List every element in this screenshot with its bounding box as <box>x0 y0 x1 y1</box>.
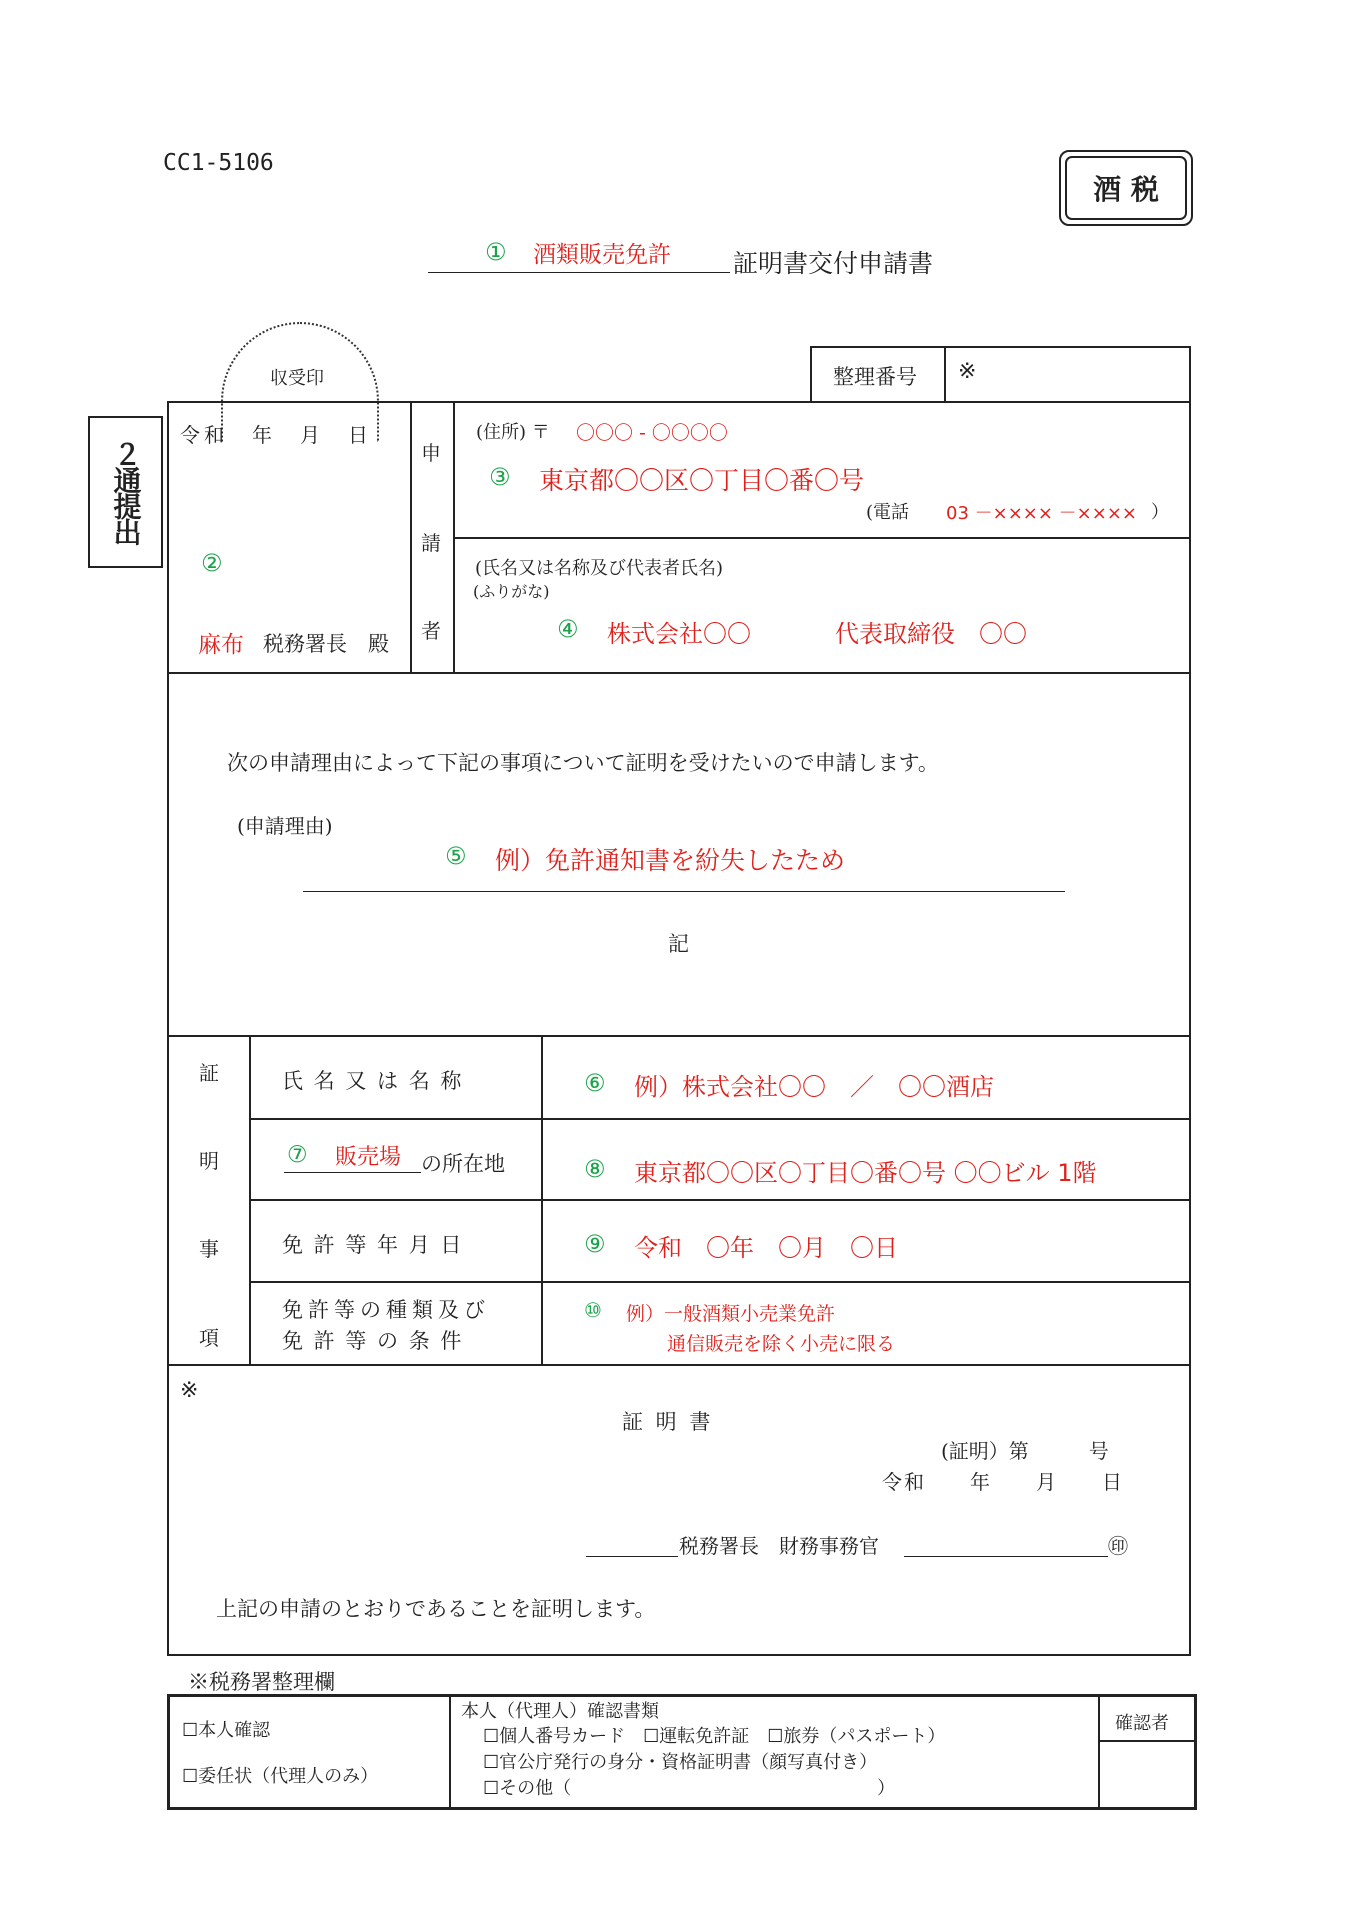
row-date-num: ⑨ <box>584 1230 606 1258</box>
title-fill: 酒類販売免許 <box>533 242 671 268</box>
title-underline <box>428 272 730 273</box>
row-name-value: 例）株式会社〇〇 ／ 〇〇酒店 <box>634 1073 994 1101</box>
phone-label: (電話 <box>866 502 910 523</box>
applicant-label-2: 請 <box>421 531 441 555</box>
check-identity[interactable]: ☐本人確認 <box>182 1720 271 1741</box>
badge-text: 酒 税 <box>1093 173 1159 206</box>
row-name-label: 氏 名 又 は 名 称 <box>282 1069 464 1093</box>
office-use-title: ※税務署整理欄 <box>188 1670 335 1694</box>
address-label: (住所) 〒 <box>476 422 550 443</box>
copies-note <box>88 416 163 568</box>
name-num: ④ <box>557 615 579 643</box>
tax-office-suffix: 税務署長 殿 <box>263 632 389 656</box>
copies-note-text: ２通提出 <box>109 440 143 544</box>
reason-underline <box>303 891 1065 892</box>
cert-items-label-4: 項 <box>199 1326 219 1350</box>
docs-line-3[interactable]: ☐その他（ ） <box>483 1778 896 1799</box>
form-code: CC1-5106 <box>163 150 274 176</box>
title-num: ① <box>485 238 507 266</box>
phone-value: 03 －×××× －×××× <box>946 503 1138 524</box>
postal-code: 〇〇〇 - 〇〇〇〇 <box>576 422 728 444</box>
docs-line-2[interactable]: ☐官公庁発行の身分・資格証明書（顔写真付き） <box>483 1752 878 1773</box>
row-location-label-suffix: の所在地 <box>421 1152 505 1176</box>
row-name-num: ⑥ <box>584 1069 606 1097</box>
cert-items-label-3: 事 <box>199 1237 219 1261</box>
row-location-label-num: ⑦ <box>287 1142 308 1168</box>
row-location-value: 東京都〇〇区〇丁目〇番〇号 〇〇ビル 1階 <box>634 1159 1097 1187</box>
phone-close: ） <box>1151 502 1169 523</box>
row-type-value-2: 通信販売を除く小売に限る <box>667 1333 896 1355</box>
confirmer-label: 確認者 <box>1115 1713 1169 1734</box>
certificate-mark: ※ <box>180 1378 199 1403</box>
reference-number-mark: ※ <box>958 359 977 384</box>
request-statement: 次の申請理由によって下記の事項について証明を受けたいので申請します。 <box>227 751 939 775</box>
tax-type-badge <box>1059 150 1193 226</box>
row-type-num: ⑩ <box>584 1298 602 1322</box>
reason-value: 例）免許通知書を紛失したため <box>495 846 846 875</box>
reason-label: (申請理由) <box>237 814 333 838</box>
furigana-label: (ふりがな) <box>473 582 550 601</box>
cert-items-label-2: 明 <box>199 1149 219 1173</box>
cert-items-label-1: 証 <box>199 1061 219 1085</box>
row-date-value: 令和 〇年 〇月 〇日 <box>634 1234 898 1262</box>
certificate-date: 令和 年 月 日 <box>882 1470 1124 1494</box>
title-suffix: 証明書交付申請書 <box>733 249 934 278</box>
row-location-num: ⑧ <box>584 1155 606 1183</box>
address-num: ③ <box>489 463 511 491</box>
name-label: (氏名又は名称及び代表者氏名) <box>475 558 724 579</box>
docs-line-1[interactable]: ☐個人番号カード ☐運転免許証 ☐旅券（パスポート） <box>483 1726 946 1747</box>
row-type-label-1: 免許等の種類及び <box>282 1298 490 1322</box>
office-num: ② <box>201 549 223 577</box>
address-value: 東京都〇〇区〇丁目〇番〇号 <box>539 466 865 495</box>
applicant-label-3: 者 <box>421 619 441 643</box>
representative-name: 代表取締役 〇〇 <box>835 620 1027 648</box>
tax-office-fill: 麻布 <box>198 632 244 658</box>
certificate-office: 税務署長 財務事務官 <box>679 1534 879 1558</box>
reason-num: ⑤ <box>445 842 467 870</box>
check-proxy[interactable]: ☐委任状（代理人のみ） <box>182 1766 379 1787</box>
applicant-label-1: 申 <box>421 441 441 465</box>
company-name: 株式会社〇〇 <box>607 620 751 648</box>
row-date-label: 免 許 等 年 月 日 <box>282 1233 464 1257</box>
certificate-title: 証 明 書 <box>622 1410 714 1434</box>
ki-label: 記 <box>668 932 689 956</box>
reference-number-label: 整理番号 <box>833 365 917 389</box>
row-type-value-1: 例）一般酒類小売業免許 <box>626 1303 836 1325</box>
certificate-number: (証明）第 号 <box>941 1439 1109 1463</box>
row-location-label-fill: 販売場 <box>335 1145 402 1170</box>
certificate-seal: ㊞ <box>1108 1534 1128 1558</box>
certificate-statement: 上記の申請のとおりであることを証明します。 <box>216 1597 656 1621</box>
application-date: 令和 年 月 日 <box>180 423 372 447</box>
row-type-label-2: 免 許 等 の 条 件 <box>282 1329 464 1353</box>
receipt-stamp-label: 収受印 <box>270 368 324 389</box>
docs-title: 本人（代理人）確認書類 <box>461 1701 659 1722</box>
